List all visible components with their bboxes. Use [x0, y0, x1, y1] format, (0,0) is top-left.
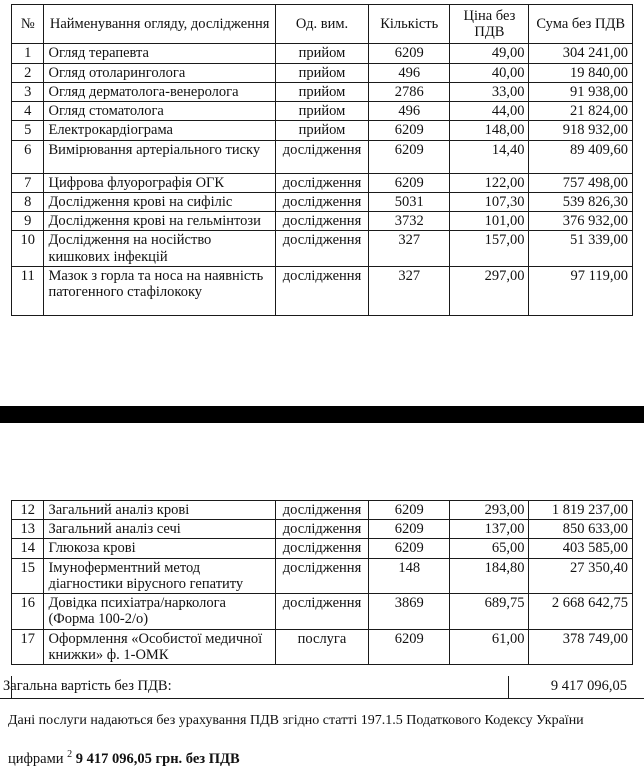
cell-price: 14,40	[450, 140, 529, 173]
cell-sum: 376 932,00	[529, 212, 633, 231]
cell-sum: 91 938,00	[529, 82, 633, 101]
table-row	[12, 539, 633, 558]
table-row	[12, 266, 633, 315]
cell-unit: дослідження	[275, 520, 368, 539]
cell-name: Дослідження на носійство кишкових інфекцій	[44, 231, 275, 266]
cell-num: 15	[12, 558, 44, 593]
table-row	[12, 231, 633, 266]
cell-price: 44,00	[450, 102, 529, 121]
cell-name: Імуноферментний метод діагностики вірусного гепатиту	[44, 558, 275, 593]
cell-num: 10	[12, 231, 44, 266]
table-row	[12, 192, 633, 211]
cell-sum: 918 932,00	[529, 121, 633, 140]
cell-unit: дослідження	[275, 501, 368, 520]
cell-price: 689,75	[450, 594, 529, 629]
cell-name: Огляд отоларинголога	[44, 63, 275, 82]
table-row	[12, 520, 633, 539]
cell-num: 4	[12, 102, 44, 121]
cell-num: 8	[12, 192, 44, 211]
table-row	[12, 558, 633, 593]
table-row	[12, 82, 633, 101]
cell-name: Електрокардіограма	[44, 121, 275, 140]
header-num: №	[12, 5, 44, 44]
table-header-row	[12, 5, 633, 44]
figures-label: цифрами	[8, 750, 64, 767]
table-row	[12, 140, 633, 173]
figures-value: 9 417 096,05 грн. без ПДВ	[75, 750, 240, 767]
cell-num: 6	[12, 140, 44, 173]
cell-sum: 378 749,00	[529, 629, 633, 664]
cell-name: Загальний аналіз сечі	[44, 520, 275, 539]
cell-qty: 6209	[369, 501, 450, 520]
cell-qty: 6209	[369, 121, 450, 140]
total-value: 9 417 096,05	[550, 678, 627, 694]
cell-qty: 6209	[369, 173, 450, 192]
cell-sum: 89 409,60	[529, 140, 633, 173]
header-name: Найменування огляду, дослідження	[44, 5, 275, 44]
cell-price: 33,00	[450, 82, 529, 101]
cell-qty: 6209	[369, 539, 450, 558]
cell-sum: 51 339,00	[529, 231, 633, 266]
cell-num: 2	[12, 63, 44, 82]
cell-name: Цифрова флуорографія ОГК	[44, 173, 275, 192]
cell-qty: 5031	[369, 192, 450, 211]
cell-sum: 757 498,00	[529, 173, 633, 192]
table-row	[12, 629, 633, 664]
table-row	[12, 102, 633, 121]
cell-name: Загальний аналіз крові	[44, 501, 275, 520]
cell-price: 297,00	[450, 266, 529, 315]
total-label: Загальна вартість без ПДВ:	[3, 678, 172, 694]
header-sum: Сума без ПДВ	[529, 5, 633, 44]
cell-unit: прийом	[275, 63, 368, 82]
cell-sum: 21 824,00	[529, 102, 633, 121]
cell-name: Мазок з горла та носа на наявність патогенного стафілококу	[44, 266, 275, 315]
cell-unit: дослідження	[275, 173, 368, 192]
header-price: Ціна без ПДВ	[450, 5, 529, 44]
services-table-top	[11, 4, 633, 316]
cell-sum: 1 819 237,00	[529, 501, 633, 520]
figures-footnote-marker: 2	[67, 749, 73, 760]
cell-unit: прийом	[275, 121, 368, 140]
cell-unit: дослідження	[275, 558, 368, 593]
header-unit: Од. вим.	[275, 5, 368, 44]
cell-unit: прийом	[275, 102, 368, 121]
cell-num: 1	[12, 44, 44, 63]
cell-name: Дослідження крові на гельмінтози	[44, 212, 275, 231]
cell-sum: 19 840,00	[529, 63, 633, 82]
cell-qty: 6209	[369, 44, 450, 63]
cell-qty: 3732	[369, 212, 450, 231]
cell-name: Оформлення «Особистої медичної книжки» ф. 1-ОМК	[44, 629, 275, 664]
cell-name: Довідка психіатра/нарколога (Форма 100-2/о)	[44, 594, 275, 629]
table-row	[12, 212, 633, 231]
cell-price: 65,00	[450, 539, 529, 558]
cell-sum: 850 633,00	[529, 520, 633, 539]
cell-sum: 539 826,30	[529, 192, 633, 211]
figures-note	[8, 749, 240, 768]
cell-unit: послуга	[275, 629, 368, 664]
table-row	[12, 121, 633, 140]
cell-qty: 6209	[369, 140, 450, 173]
table-row	[12, 63, 633, 82]
total-bottom-rule	[0, 698, 644, 699]
cell-qty: 6209	[369, 629, 450, 664]
cell-unit: дослідження	[275, 539, 368, 558]
cell-name: Огляд стоматолога	[44, 102, 275, 121]
cell-qty: 327	[369, 266, 450, 315]
cell-price: 122,00	[450, 173, 529, 192]
table-row	[12, 501, 633, 520]
cell-sum: 27 350,40	[529, 558, 633, 593]
cell-qty: 148	[369, 558, 450, 593]
table-row	[12, 173, 633, 192]
cell-qty: 327	[369, 231, 450, 266]
cell-name: Дослідження крові на сифіліс	[44, 192, 275, 211]
cell-unit: дослідження	[275, 192, 368, 211]
cell-price: 184,80	[450, 558, 529, 593]
cell-sum: 97 119,00	[529, 266, 633, 315]
cell-price: 40,00	[450, 63, 529, 82]
cell-unit: дослідження	[275, 231, 368, 266]
table-row	[12, 44, 633, 63]
cell-name: Огляд терапевта	[44, 44, 275, 63]
cell-qty: 496	[369, 102, 450, 121]
vat-note: Дані послуги надаються без урахування ПДВ згідно статті 197.1.5 Податкового Кодексу України	[8, 713, 584, 728]
header-qty: Кількість	[369, 5, 450, 44]
cell-num: 16	[12, 594, 44, 629]
cell-price: 61,00	[450, 629, 529, 664]
cell-qty: 496	[369, 63, 450, 82]
cell-num: 3	[12, 82, 44, 101]
cell-unit: дослідження	[275, 140, 368, 173]
cell-price: 101,00	[450, 212, 529, 231]
total-row	[0, 676, 644, 700]
cell-sum: 403 585,00	[529, 539, 633, 558]
cell-unit: прийом	[275, 82, 368, 101]
cell-name: Вимірювання артеріального тиску	[44, 140, 275, 173]
table-row	[12, 594, 633, 629]
cell-num: 11	[12, 266, 44, 315]
cell-unit: дослідження	[275, 594, 368, 629]
cell-price: 107,30	[450, 192, 529, 211]
page-break-band	[0, 406, 644, 423]
cell-unit: дослідження	[275, 212, 368, 231]
cell-name: Глюкоза крові	[44, 539, 275, 558]
cell-price: 148,00	[450, 121, 529, 140]
cell-num: 5	[12, 121, 44, 140]
cell-qty: 6209	[369, 520, 450, 539]
cell-price: 49,00	[450, 44, 529, 63]
cell-unit: дослідження	[275, 266, 368, 315]
cell-sum: 304 241,00	[529, 44, 633, 63]
cell-name: Огляд дерматолога-венеролога	[44, 82, 275, 101]
cell-price: 137,00	[450, 520, 529, 539]
cell-num: 17	[12, 629, 44, 664]
cell-num: 12	[12, 501, 44, 520]
total-border-right	[508, 676, 509, 698]
cell-price: 293,00	[450, 501, 529, 520]
cell-unit: прийом	[275, 44, 368, 63]
cell-num: 7	[12, 173, 44, 192]
cell-qty: 2786	[369, 82, 450, 101]
cell-num: 14	[12, 539, 44, 558]
cell-qty: 3869	[369, 594, 450, 629]
services-table-bottom	[11, 500, 633, 665]
cell-sum: 2 668 642,75	[529, 594, 633, 629]
cell-num: 9	[12, 212, 44, 231]
cell-price: 157,00	[450, 231, 529, 266]
cell-num: 13	[12, 520, 44, 539]
